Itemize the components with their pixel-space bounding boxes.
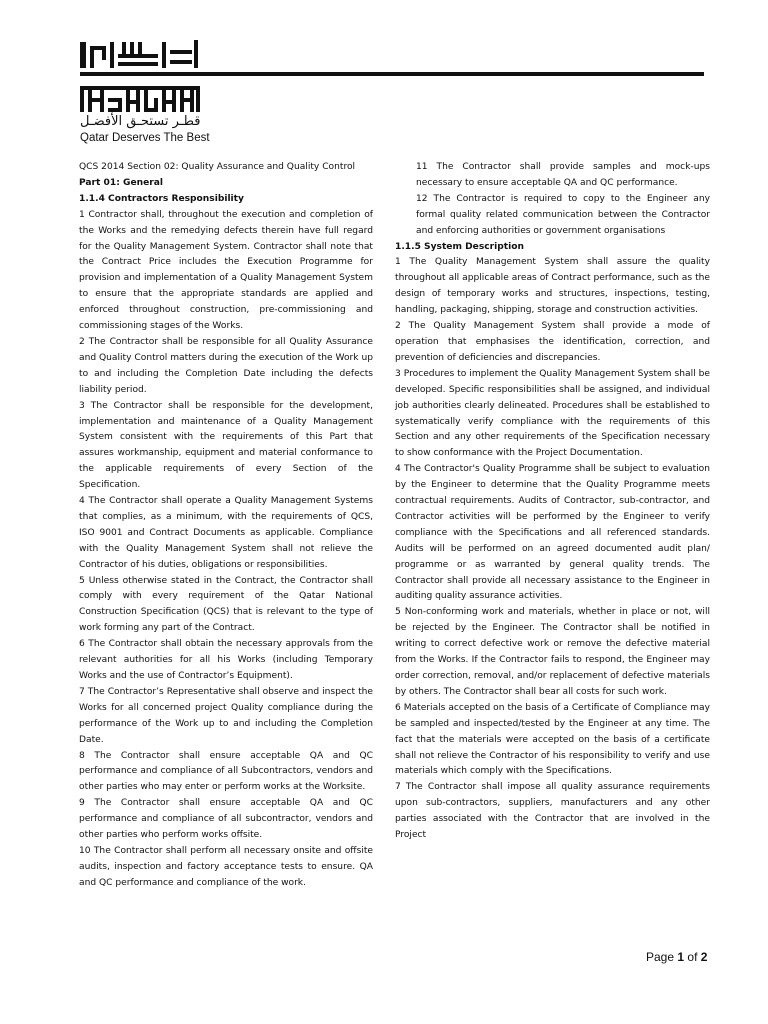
left-column bbox=[79, 160, 373, 892]
paragraph: 1 Contractor shall, throughout the execution and completion of the Works and the remedying defects therein have full regard for the Quality Management System. Contractor shall note that the Contract Price includes the Execution Programme for provision and implementation of a Quality Management System to ensure that the appropriate standards are applied and enforced throughout construction, pre-commissioning and commissioning stages of the Works. bbox=[79, 209, 373, 332]
tagline-english: Qatar Deserves The Best bbox=[80, 132, 210, 144]
paragraph: 7 The Contractor shall impose all quality assurance requirements upon sub-contractors, suppliers, manufacturers and any other parties associated with the Contractor that are involved in the Project bbox=[395, 782, 710, 841]
paragraph: 4 The Contractor shall operate a Quality Management Systems that complies, as a minimum, with the requirements of QCS, ISO 9001 and Contract Documents as applicable. Compliance with the Quality Management System shall not relieve the Contractor of his duties, obligations or responsibilities. bbox=[79, 496, 373, 570]
paragraph: 3 Procedures to implement the Quality Management System shall be developed. Specific responsibilities shall be assigned, and individual job authorities clearly delineated. Procedures shall be established to systematically verify compliance with the requirements of this Section and any other requirements of the Specification necessary to show conformance with the Project Documentation. bbox=[395, 368, 710, 459]
paragraph: 7 The Contractor’s Representative shall observe and inspect the Works for all concerned project Quality compliance during the performance of the Work up to and including the Completion Date. bbox=[79, 686, 373, 745]
paragraph: 2 The Contractor shall be responsible for all Quality Assurance and Quality Control matters during the execution of the Work up to and including the Completion Date including the defects liability period. bbox=[79, 336, 373, 395]
right-column bbox=[395, 160, 710, 844]
paragraph: 5 Non-conforming work and materials, whether in place or not, will be rejected by the Engineer. The Contractor shall be notified in writing to correct defective work or remove the defective material from the Works. If the Contractor fails to respond, the Engineer may order correction, removal, and/or replacement of defective materials by others. The Contractor shall bear all costs for such work. bbox=[395, 607, 710, 697]
page-current: 1 bbox=[677, 950, 685, 964]
paragraph: 8 The Contractor shall ensure acceptable QA and QC performance and compliance of all Subcontractors, vendors and other parties who may enter or perform works at the Worksite. bbox=[79, 750, 373, 793]
paragraph: 6 The Contractor shall obtain the necessary approvals from the relevant authorities for all his Works (including Temporary Works and the use of Contractor’s Equipment). bbox=[79, 639, 373, 681]
header-rule bbox=[80, 72, 704, 76]
paragraph: 10 The Contractor shall perform all necessary onsite and offsite audits, inspection and factory acceptance tests to ensure. QA and QC performance and compliance of the work. bbox=[79, 845, 373, 888]
paragraph: 1 The Quality Management System shall assure the quality throughout all applicable areas of Contract performance, such as the design of temporary works and structures, inspections, testing, handling, packaging, shipping, storage and construction activities. bbox=[395, 257, 710, 316]
tagline-arabic: قطـر تستحـق الأفضـل bbox=[80, 114, 201, 129]
page-total: 2 bbox=[700, 950, 708, 964]
paragraph: 12 The Contractor is required to copy to the Engineer any formal quality related communication between the Contractor and enforcing authorities or government organisations bbox=[416, 193, 710, 236]
paragraph: 2 The Quality Management System shall provide a mode of operation that emphasises the identification, correction, and prevention of deficiencies and discrepancies. bbox=[395, 321, 710, 363]
section-heading-115: 1.1.5 System Description bbox=[395, 241, 524, 252]
paragraph: 9 The Contractor shall ensure acceptable QA and QC performance and compliance of all subcontractor, vendors and other parties who perform works offsite. bbox=[79, 798, 373, 841]
part-heading: Part 01: General bbox=[79, 177, 164, 188]
page-of: of bbox=[687, 950, 698, 964]
section-heading-114: 1.1.4 Contractors Responsibility bbox=[79, 193, 244, 204]
paragraph: 3 The Contractor shall be responsible for the development, implementation and maintenance of a Quality Management System consistent with the requirements of this Part that assures workmanship, equipment and material conformance to the applicable requirements of every Section of the Specification. bbox=[79, 400, 373, 491]
document-title: QCS 2014 Section 02: Quality Assurance and Quality Control bbox=[79, 162, 356, 172]
paragraph: 4 The Contractor's Quality Programme shall be subject to evaluation by the Engineer to determine that the Quality Programme meets contractual requirements. Audits of Contractor, sub-contractor, and Contractor activities will be performed by the Engineer to verify compliance with the Specifications and all referenced standards. Audits will be performed on an agreed documented audit plan/ programme or as warranted by general quality trends. The Contractor shall provide all necessary assistance to the Engineer in auditing quality assurance activities. bbox=[395, 464, 710, 602]
page-label: Page bbox=[646, 950, 675, 964]
paragraph: 5 Unless otherwise stated in the Contract, the Contractor shall comply with every requirement of the Qatar National Construction Specification (QCS) that is relevant to the type of work forming any part of the Contract. bbox=[79, 575, 373, 634]
paragraph: 11 The Contractor shall provide samples and mock-ups necessary to ensure acceptable QA and QC performance. bbox=[416, 162, 710, 188]
page-number bbox=[646, 950, 707, 964]
paragraph: 6 Materials accepted on the basis of a Certificate of Compliance may be sampled and inspected/tested by the Engineer at any time. The fact that the materials were accepted on the basis of a certificate shall not relieve the Contractor of his responsibility to verify and use materials which comply with the Specifications. bbox=[395, 702, 710, 777]
